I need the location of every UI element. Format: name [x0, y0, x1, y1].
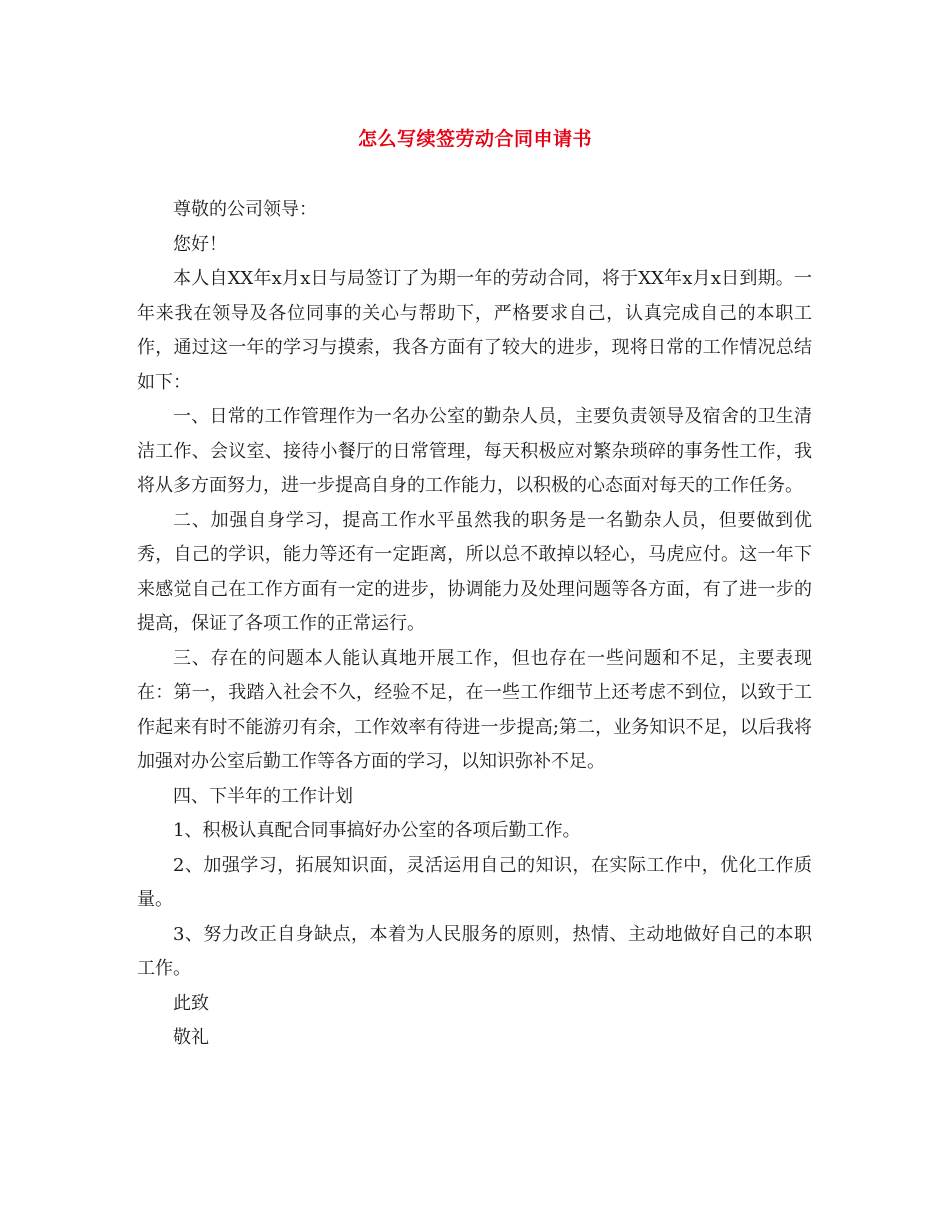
paragraph-intro: 本人自XX年x月x日与局签订了为期一年的劳动合同，将于XX年x月x日到期。一年来我在领导及各位同事的关心与帮助下，严格要求自己，认真完成自己的本职工作，通过这一年的学习与摸索，我各方面有了较大的进步，现将日常的工作情况总结如下：: [137, 268, 812, 393]
plan-item-3: 3、努力改正自身缺点，本着为人民服务的原则，热情、主动地做好自己的本职工作。: [137, 923, 812, 979]
greeting: 您好！: [173, 233, 227, 255]
plan-item-1: 1、积极认真配合同事搞好办公室的各项后勤工作。: [173, 820, 581, 841]
paragraph-section-4-heading: 四、下半年的工作计划: [173, 785, 353, 807]
plan-item-2: 2、加强学习，拓展知识面，灵活运用自己的知识，在实际工作中，优化工作质量。: [137, 854, 812, 910]
paragraph-section-1: 一、日常的工作管理作为一名办公室的勤杂人员，主要负责领导及宿舍的卫生清洁工作、会议室、接待小餐厅的日常管理，每天积极应对繁杂琐碎的事务性工作，我将从多方面努力，进一步提高自身的工作能力，以积极的心态面对每天的工作任务。: [137, 406, 812, 496]
paragraph-section-2: 二、加强自身学习，提高工作水平虽然我的职务是一名勤杂人员，但要做到优秀，自己的学识，能力等还有一定距离，所以总不敢掉以轻心，马虎应付。这一年下来感觉自己在工作方面有一定的进步，协调能力及处理问题等各方面，有了进一步的提高，保证了各项工作的正常运行。: [137, 509, 812, 634]
closing-line-2: 敬礼: [173, 1027, 209, 1048]
paragraph-section-3: 三、存在的问题本人能认真地开展工作，但也存在一些问题和不足，主要表现在：第一，我踏入社会不久，经验不足，在一些工作细节上还考虑不到位，以致于工作起来有时不能游刃有余，工作效率有待进一步提高;第二，业务知识不足，以后我将加强对办公室后勤工作等各方面的学习，以知识弥补不足。: [137, 647, 812, 772]
document-body: [137, 193, 812, 1056]
document-title: 怎么写续签劳动合同申请书: [357, 128, 592, 150]
salutation: 尊敬的公司领导：: [173, 199, 317, 220]
closing-line-1: 此致: [173, 992, 209, 1014]
